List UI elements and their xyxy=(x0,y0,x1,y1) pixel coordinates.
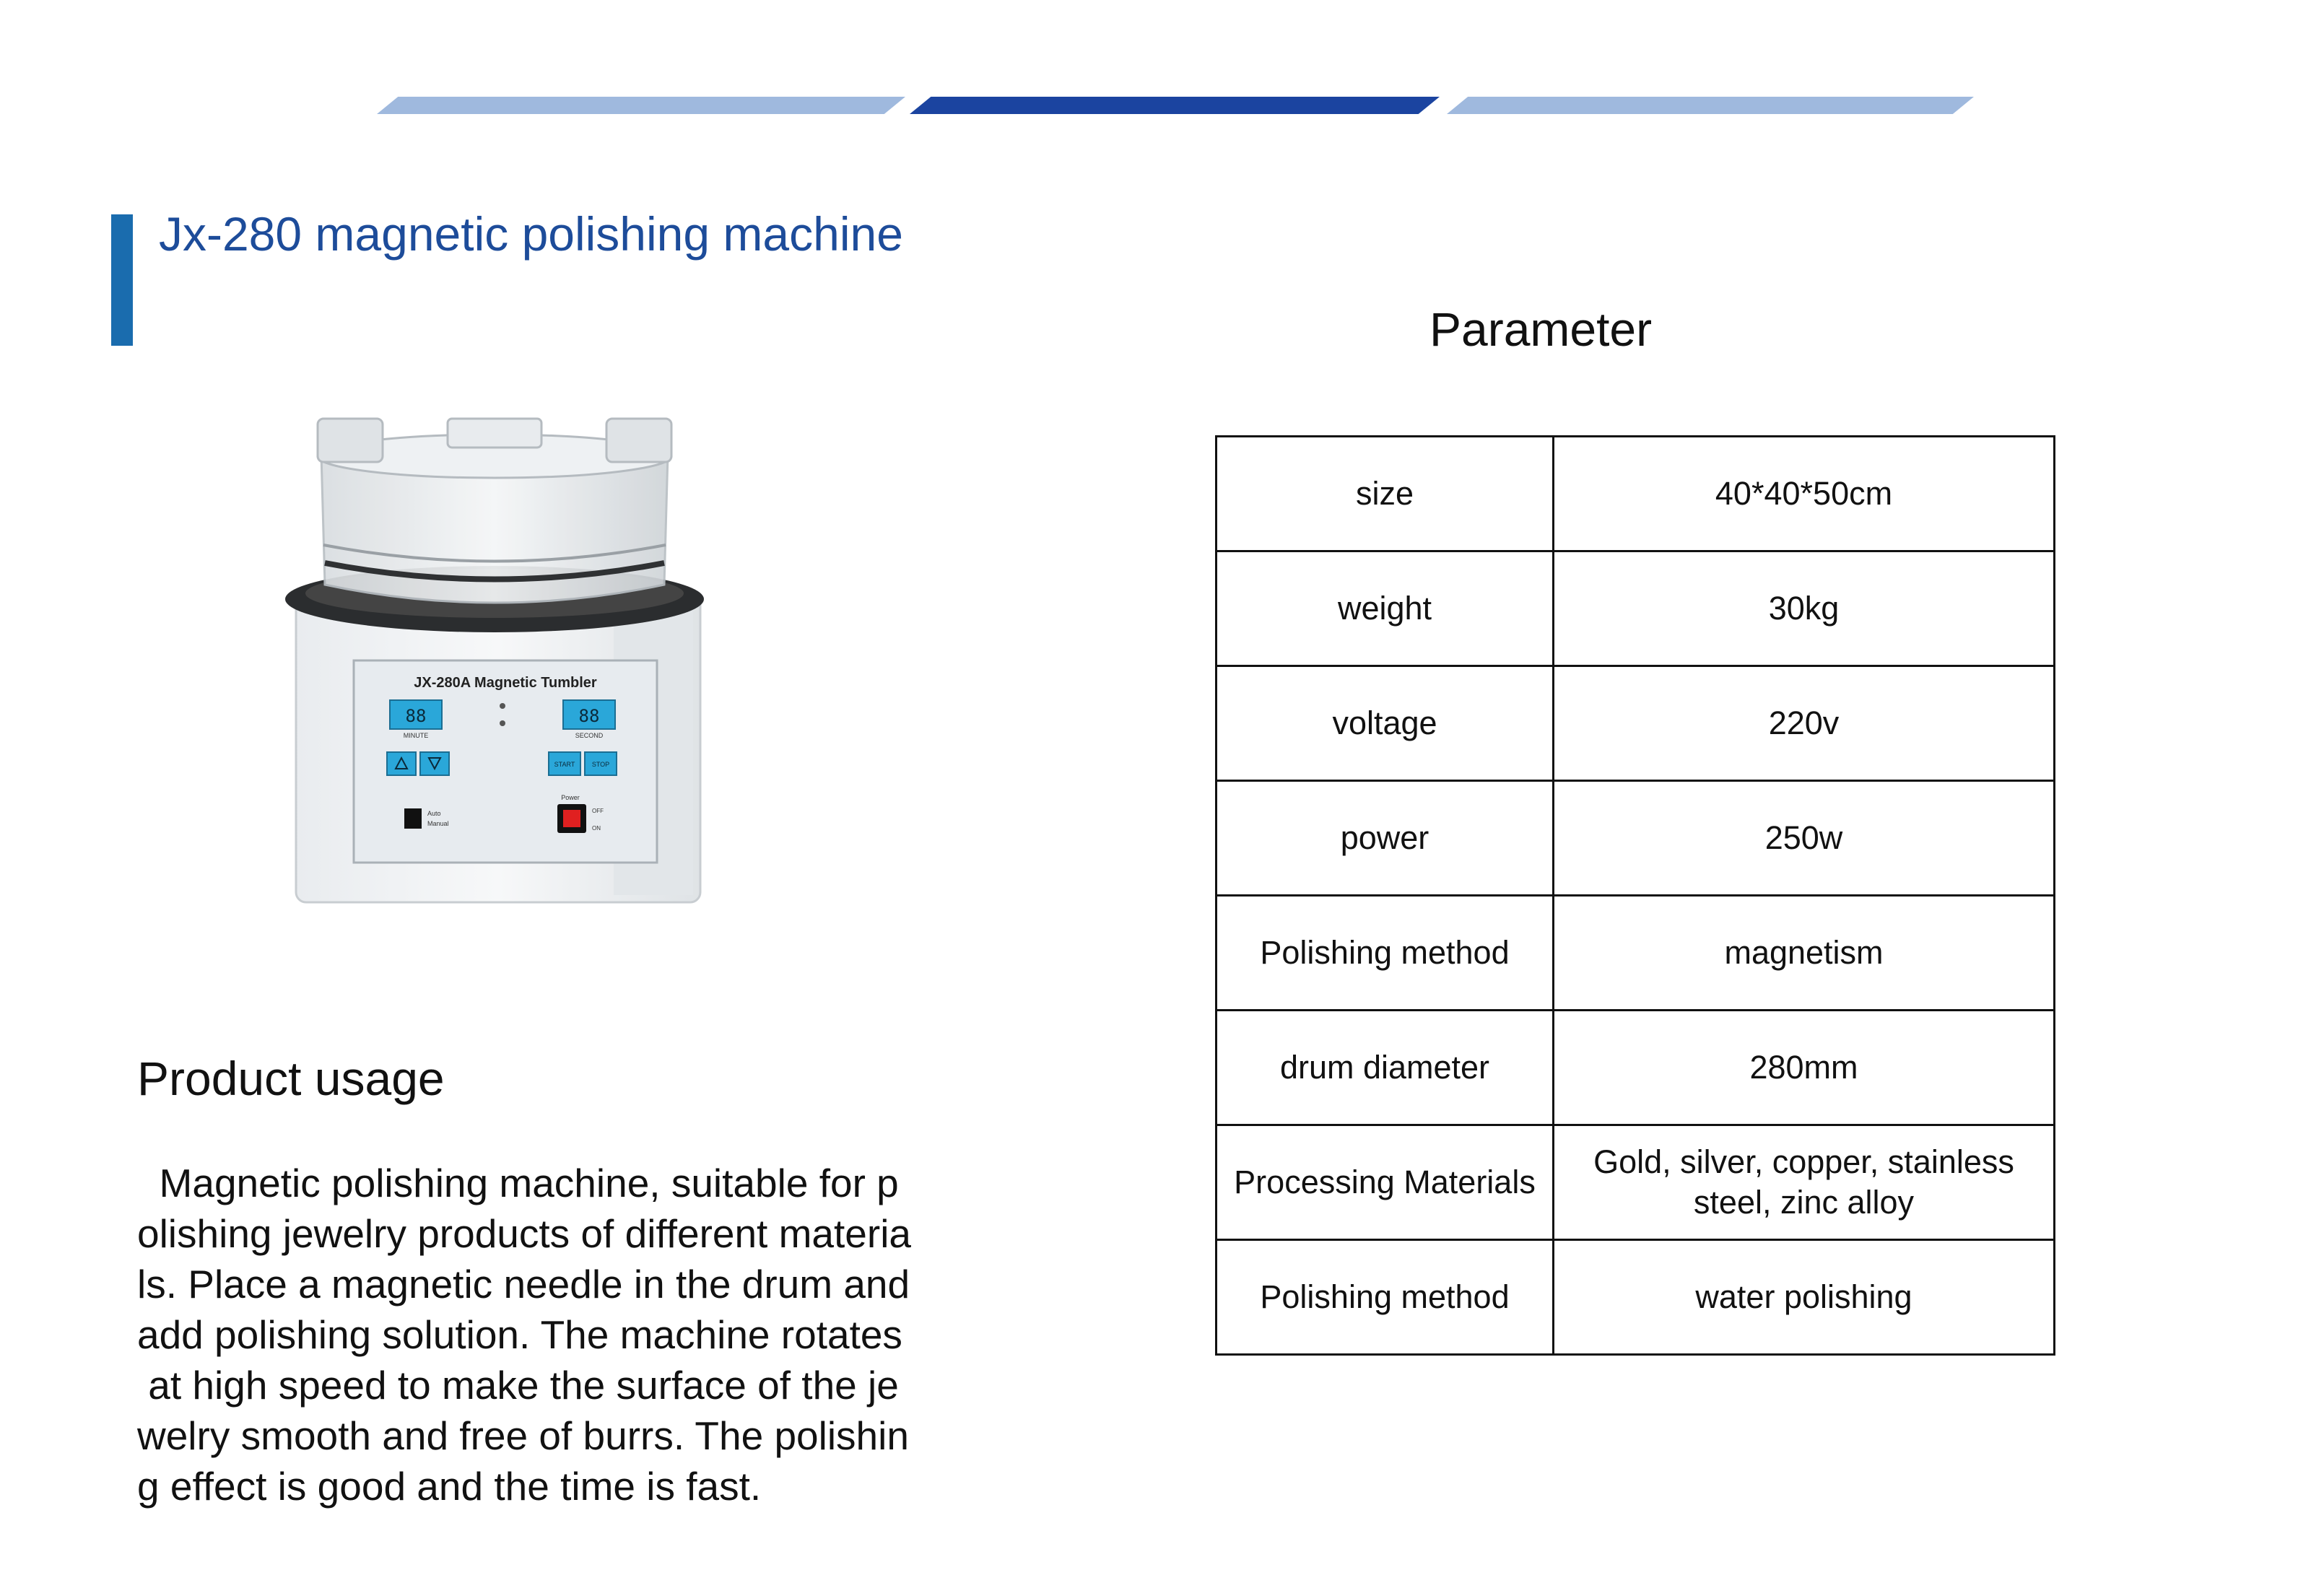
header-bar-center xyxy=(910,97,1440,114)
header-bar-right xyxy=(1447,97,1974,114)
parameter-title: Parameter xyxy=(1429,302,1653,356)
param-key: power xyxy=(1217,781,1554,896)
param-key: drum diameter xyxy=(1217,1011,1554,1125)
title-accent-bar xyxy=(111,214,133,346)
product-image xyxy=(231,390,751,924)
param-value: 40*40*50cm xyxy=(1554,437,2055,551)
param-key: voltage xyxy=(1217,666,1554,781)
up-button xyxy=(387,752,416,775)
power-label: Power xyxy=(561,794,580,801)
param-key: Polishing method xyxy=(1217,1240,1554,1355)
param-value: magnetism xyxy=(1554,896,2055,1011)
header-decor-bars xyxy=(0,97,2324,114)
parameter-table xyxy=(1215,435,2055,1356)
auto-label: Auto xyxy=(427,810,441,817)
off-label: OFF xyxy=(592,808,604,814)
down-button xyxy=(420,752,449,775)
param-key: Polishing method xyxy=(1217,896,1554,1011)
param-value: 30kg xyxy=(1554,551,2055,666)
table-row xyxy=(1217,896,2055,1011)
on-label: ON xyxy=(592,825,601,832)
param-key: size xyxy=(1217,437,1554,551)
minute-display: 88 xyxy=(405,706,427,726)
page-title: Jx-280 magnetic polishing machine xyxy=(159,207,903,261)
param-value: 220v xyxy=(1554,666,2055,781)
table-row xyxy=(1217,437,2055,551)
product-usage-title: Product usage xyxy=(137,1052,445,1105)
stop-label: STOP xyxy=(591,761,610,768)
manual-label: Manual xyxy=(427,820,449,827)
table-row xyxy=(1217,551,2055,666)
start-label: START xyxy=(554,761,575,768)
table-row xyxy=(1217,1125,2055,1240)
table-row xyxy=(1217,666,2055,781)
param-value: 250w xyxy=(1554,781,2055,896)
param-key: weight xyxy=(1217,551,1554,666)
param-value: 280mm xyxy=(1554,1011,2055,1125)
second-display: 88 xyxy=(578,706,600,726)
param-key: Processing Materials xyxy=(1217,1125,1554,1240)
header-bar-left xyxy=(377,97,905,114)
table-row xyxy=(1217,1011,2055,1125)
param-value: Gold, silver, copper, stainless steel, zinc alloy xyxy=(1554,1125,2055,1240)
auto-manual-switch xyxy=(404,808,422,829)
table-row xyxy=(1217,781,2055,896)
table-row xyxy=(1217,1240,2055,1355)
param-value: water polishing xyxy=(1554,1240,2055,1355)
minute-label: MINUTE xyxy=(403,732,429,739)
product-usage-text: Magnetic polishing machine, suitable for p olishing jewelry products of different materia ls. Place a magnetic needle in the drum and add polishing solution. The machine rotates at high speed to make the surface of the je welry smooth and free of burrs. The polishin g effect is good and the time is fast. xyxy=(137,1161,912,1509)
second-label: SECOND xyxy=(575,732,604,739)
machine-model-label: JX-280A Magnetic Tumbler xyxy=(414,675,597,691)
